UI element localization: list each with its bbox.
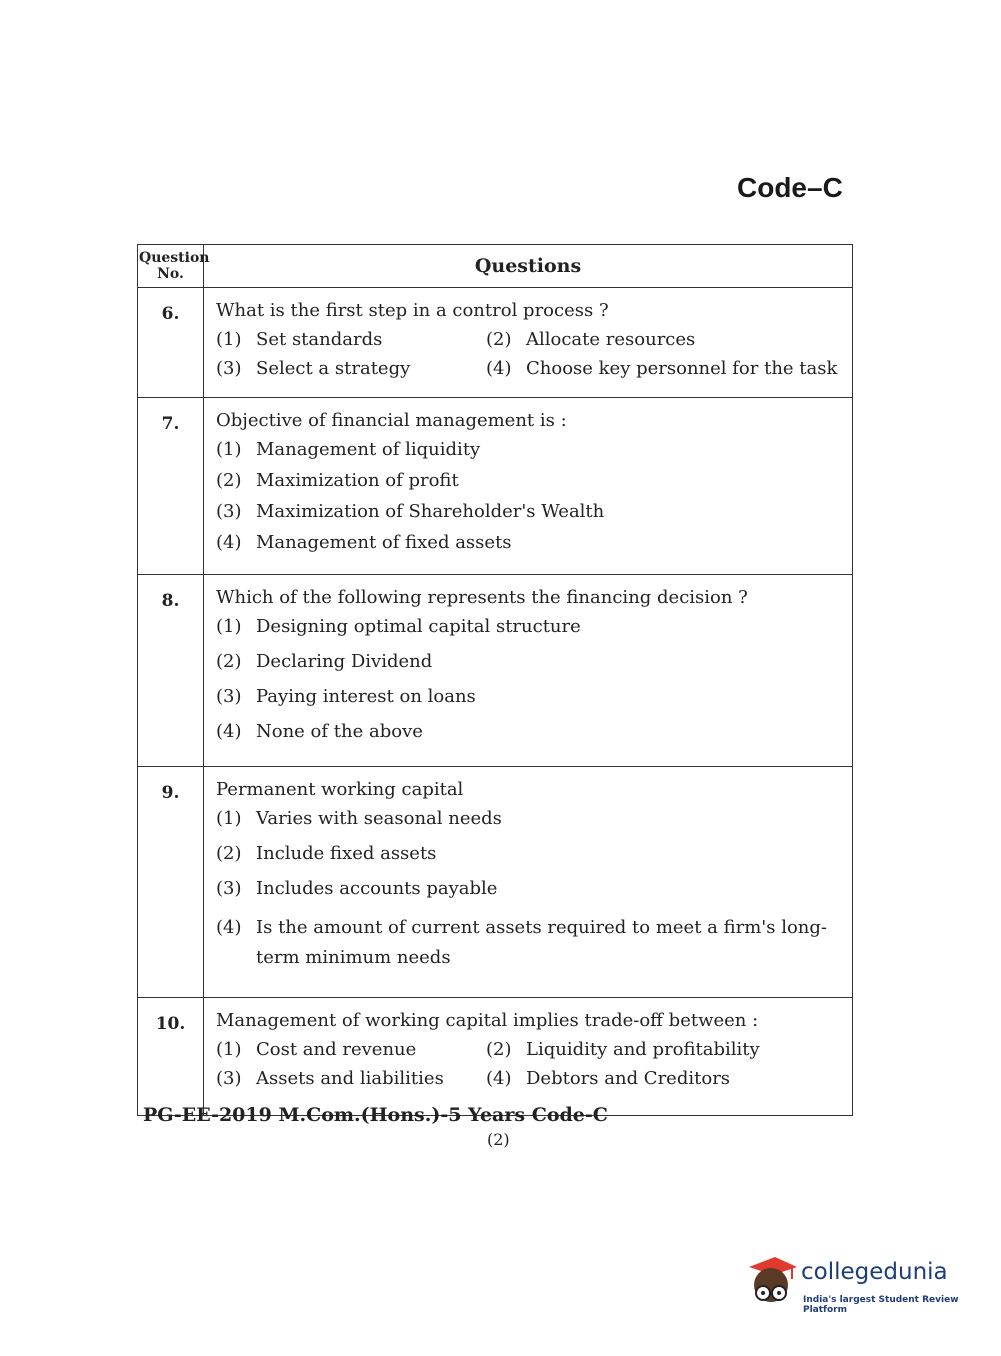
question-text: Which of the following represents the financing decision ?: [216, 587, 748, 608]
question-row: [138, 998, 853, 1116]
question-number: 10.: [138, 998, 204, 1116]
question-row: [138, 288, 853, 398]
option: (2) Maximization of profit: [216, 470, 459, 491]
question-text: What is the first step in a control process ?: [216, 300, 609, 321]
option: (2) Declaring Dividend: [216, 651, 433, 672]
code-header: Code–C: [737, 172, 843, 203]
header-questions: Questions: [204, 245, 853, 288]
option: (4) Debtors and Creditors: [486, 1068, 731, 1089]
brand-tagline: India's largest Student Review Platform: [803, 1295, 959, 1315]
question-number: 9.: [138, 767, 204, 998]
page-number: (2): [487, 1130, 510, 1149]
question-number: 6.: [138, 288, 204, 398]
option: (3) Includes accounts payable: [216, 878, 498, 899]
option: (1) Designing optimal capital structure: [216, 616, 581, 637]
option: (3) Paying interest on loans: [216, 686, 476, 707]
option: (4) Choose key personnel for the task: [486, 358, 838, 379]
option: (1) Management of liquidity: [216, 439, 481, 460]
option: (4) Is the amount of current assets required to meet a firm's long-term minimum needs: [216, 917, 827, 968]
option: (1) Varies with seasonal needs: [216, 808, 502, 829]
question-row: [138, 398, 853, 575]
question-number: 7.: [138, 398, 204, 575]
question-text: Permanent working capital: [216, 779, 464, 800]
option: (3) Assets and liabilities: [216, 1068, 444, 1089]
header-question-no: Question No.: [138, 245, 204, 288]
question-row: [138, 767, 853, 998]
option: (2) Include fixed assets: [216, 843, 437, 864]
question-row: [138, 575, 853, 767]
option: (2) Liquidity and profitability: [486, 1039, 760, 1060]
option: (1) Cost and revenue: [216, 1039, 417, 1060]
question-number: 8.: [138, 575, 204, 767]
option: (3) Maximization of Shareholder's Wealth: [216, 501, 605, 522]
option: (1) Set standards: [216, 329, 383, 350]
question-text: Objective of financial management is :: [216, 410, 567, 431]
exam-footer: PG-EE-2019 M.Com.(Hons.)-5 Years Code-C: [143, 1104, 608, 1126]
mascot-icon: [745, 1253, 799, 1309]
brand-name: collegedunia: [801, 1259, 948, 1285]
questions-table: [137, 244, 853, 1116]
question-text: Management of working capital implies trade-off between :: [216, 1010, 759, 1031]
table-header-row: [138, 245, 853, 288]
option: (4) Management of fixed assets: [216, 532, 512, 553]
option: (4) None of the above: [216, 721, 423, 742]
brand-watermark: [745, 1253, 975, 1313]
option: (3) Select a strategy: [216, 358, 411, 379]
option: (2) Allocate resources: [486, 329, 696, 350]
